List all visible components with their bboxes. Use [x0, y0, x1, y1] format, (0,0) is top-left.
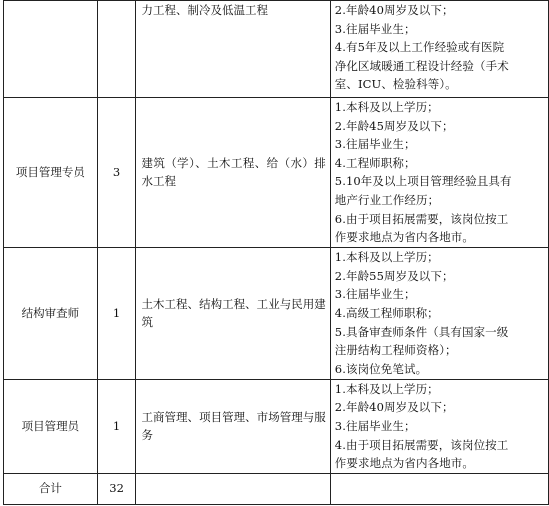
requirement-line: 6.该岗位免笔试。 [334, 361, 428, 376]
table-row [4, 98, 549, 248]
requirement-line: 3.往届毕业生； [334, 287, 416, 302]
requirement-line: 净化区域暖通工程设计经验（手术 [334, 58, 509, 73]
count-cell: 1 [97, 247, 136, 379]
requirement-line: 2.年龄55周岁及以下； [334, 268, 454, 283]
requirement-line: 1.本科及以上学历； [334, 250, 439, 265]
requirement-line: 4.工程师职称； [334, 155, 416, 170]
position-cell: 项目管理员 [4, 379, 98, 473]
recruitment-table-body [4, 1, 549, 505]
requirement-line: 1.本科及以上学历； [334, 100, 439, 114]
requirements-cell [330, 98, 548, 248]
empty-cell [330, 473, 548, 504]
empty-cell [136, 473, 330, 504]
requirement-line: 5.具备审查师条件（具有国家一级 [334, 324, 509, 339]
requirement-line: 4.由于项目拓展需要，该岗位按工 [334, 437, 509, 452]
requirement-line: 3.往届毕业生； [334, 418, 416, 433]
total-label: 合计 [4, 473, 98, 504]
total-row [4, 473, 549, 504]
major-cell: 土木工程、结构工程、工业与民用建筑 [136, 247, 330, 379]
count-cell [97, 1, 136, 98]
table-row [4, 1, 549, 98]
major-cell: 工商管理、项目管理、市场管理与服务 [136, 379, 330, 473]
requirement-line: 作要求地点为省内各地市。 [334, 456, 474, 471]
requirement-line: 4.有5年及以上工作经验或有医院 [334, 40, 505, 55]
requirement-line: 2.年龄40周岁及以下； [334, 400, 454, 415]
requirement-line: 4.高级工程师职称； [334, 305, 439, 320]
recruitment-table [3, 0, 549, 505]
table-row [4, 247, 549, 379]
total-count: 32 [97, 473, 136, 504]
requirement-line: 地产行业工作经历； [334, 192, 440, 207]
requirement-line: 3.往届毕业生； [334, 137, 416, 152]
position-cell: 项目管理专员 [4, 98, 98, 248]
requirement-line: 2.年龄40周岁及以下； [334, 3, 454, 17]
major-cell: 力工程、制冷及低温工程 [136, 1, 330, 98]
requirement-line: 1.本科及以上学历； [334, 381, 439, 396]
requirement-line: 3.往届毕业生； [334, 21, 416, 36]
major-cell: 建筑（学）、土木工程、给（水）排水工程 [136, 98, 330, 248]
requirement-line: 5.10年及以上项目管理经验且具有 [334, 174, 512, 189]
count-cell: 1 [97, 379, 136, 473]
requirements-cell [330, 1, 548, 98]
table-row [4, 379, 549, 473]
count-cell: 3 [97, 98, 136, 248]
position-cell: 结构审查师 [4, 247, 98, 379]
requirement-line: 6.由于项目拓展需要，该岗位按工 [334, 211, 509, 226]
requirements-cell [330, 247, 548, 379]
requirement-line: 注册结构工程师资格）； [334, 343, 457, 358]
position-cell [4, 1, 98, 98]
requirement-line: 室、ICU、检验科等）。 [334, 77, 457, 92]
requirement-line: 2.年龄45周岁及以下； [334, 118, 454, 133]
requirement-line: 作要求地点为省内各地市。 [334, 230, 474, 245]
requirements-cell [330, 379, 548, 473]
